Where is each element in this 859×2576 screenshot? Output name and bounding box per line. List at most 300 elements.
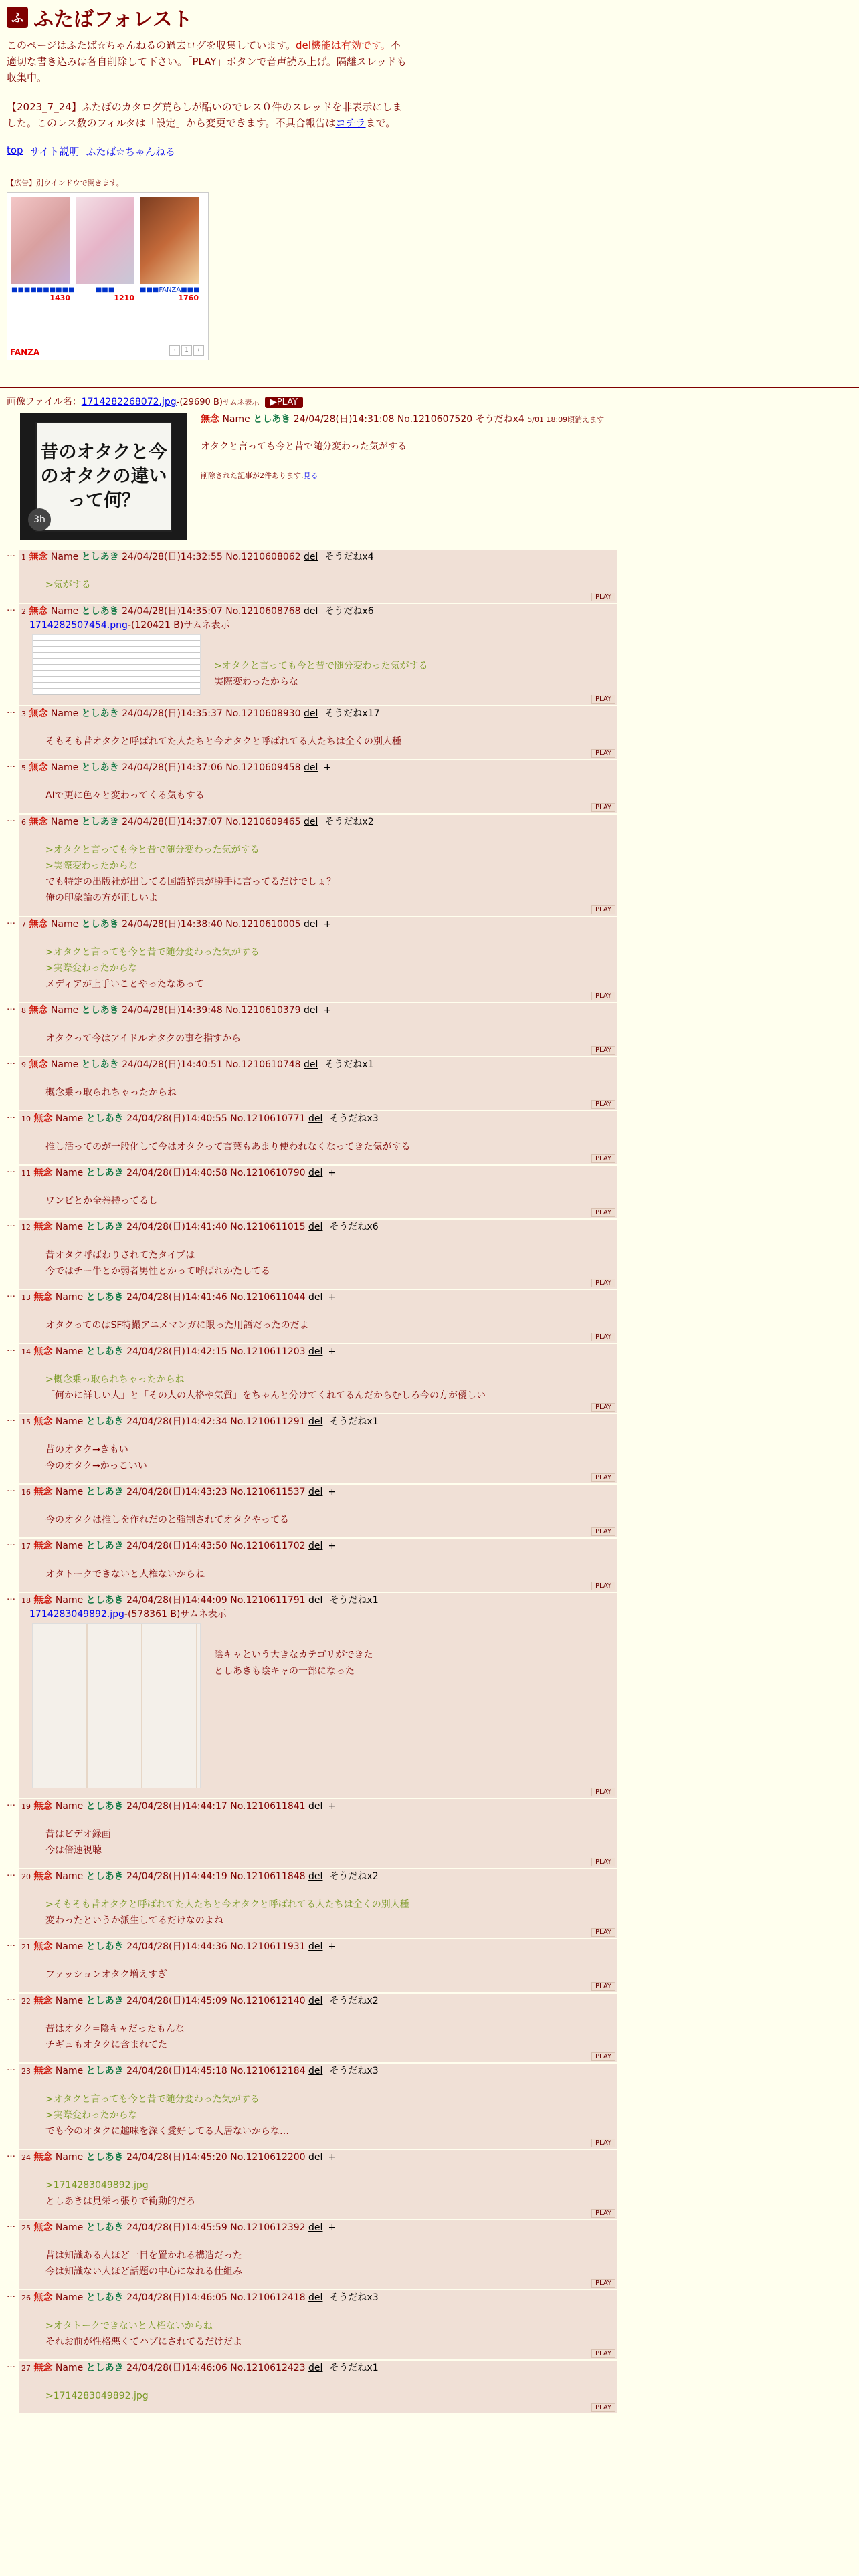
reply-sodane-button[interactable]: + [328,1292,337,1303]
reply-subject: 無念 [33,1346,53,1357]
reply-header [21,1221,614,1234]
reply-subject: 無念 [33,1941,53,1952]
reply-del-link[interactable]: del [308,1292,323,1303]
reply-index: 3 [21,710,26,718]
reply-header [21,1486,614,1499]
reply-sodane-button[interactable]: そうだねx3 [329,2066,379,2076]
reply-sodane-button[interactable]: + [328,1346,337,1357]
reply-thumbnail[interactable] [32,634,201,695]
reply-name-label: Name [55,1801,84,1812]
reply-post [7,1539,859,1592]
reply-name: としあき [81,552,119,562]
reply-date: 24/04/28(日)14:40:51 [122,1059,223,1070]
reply-header [21,816,614,829]
reply-number: No.1210609458 [225,762,301,773]
reply-del-link[interactable]: del [308,1801,323,1812]
reply-date: 24/04/28(日)14:44:19 [126,1871,227,1882]
reply-post [7,1414,859,1483]
reply-body [19,1220,617,1289]
reply-play-button[interactable]: PLAY [591,1788,615,1796]
message-line: チギュもオタクに含まれてた [45,2040,167,2050]
reply-play-button[interactable]: PLAY [591,1527,615,1536]
reply-name: としあき [81,919,119,930]
reply-sodane-button[interactable]: + [328,1168,337,1178]
nav-top-link[interactable]: top [7,144,23,156]
deleted-show-link[interactable]: 見る [303,471,318,480]
reply-subject: 無念 [29,762,48,773]
reply-message [45,1247,614,1279]
reply-body [19,2064,617,2149]
reply-message [45,1139,614,1155]
reply-name: としあき [81,708,119,719]
reply-name-label: Name [55,1996,84,2006]
ad-items [7,193,208,306]
message-line: 陰キャという大きなカテゴリができた [214,1650,373,1660]
reply-post [7,1003,859,1056]
reply-message [45,2248,614,2280]
reply-post [7,1220,859,1289]
reply-number: No.1210608930 [225,708,301,719]
reply-del-link[interactable]: del [308,2292,323,2303]
op-file-link[interactable]: 1714282268072.jpg [81,397,177,407]
nav-links [7,144,852,158]
reply-del-link[interactable]: del [308,2222,323,2233]
reply-play-button[interactable]: PLAY [591,1928,615,1937]
reply-del-link[interactable]: del [308,2152,323,2163]
reply-post [7,2150,859,2219]
reply-play-button[interactable]: PLAY [591,749,615,758]
reply-body [19,1057,617,1110]
op-file-line [7,395,852,408]
reply-number: No.1210608062 [225,552,301,562]
reply-dots: … [7,1798,15,1808]
reply-play-button[interactable]: PLAY [591,1473,615,1482]
message-line: としあきも陰キャの一部になった [214,1666,355,1677]
reply-dots: … [7,2360,15,2370]
reply-body [19,1414,617,1483]
reply-name-label: Name [55,1541,84,1551]
reply-name: としあき [86,1346,124,1357]
bug-report-link[interactable]: コチラ [335,117,366,129]
ad-item[interactable] [140,197,199,302]
reply-message [45,1031,614,1047]
message-line: オタトークできないと人権ないからね [45,1569,205,1580]
reply-dots: … [7,2149,15,2159]
reply-thumb-toggle[interactable]: サムネ表示 [180,1609,227,1620]
reply-message [45,577,614,593]
reply-play-button[interactable]: PLAY [591,992,615,1000]
reply-play-button[interactable]: PLAY [591,593,615,601]
reply-message [45,1372,614,1404]
reply-date: 24/04/28(日)14:44:36 [126,1941,227,1952]
file-label: 画像ファイル名： [7,397,82,407]
reply-dots: … [7,1993,15,2003]
reply-message [45,2318,614,2350]
ad-next-button[interactable]: › [193,345,204,356]
reply-name: としあき [86,1292,124,1303]
reply-play-button[interactable]: PLAY [591,1582,615,1590]
reply-header [21,2222,614,2234]
reply-sodane-button[interactable]: そうだねx1 [324,1059,374,1070]
reply-sodane-button[interactable]: + [323,1005,332,1016]
reply-sodane-button[interactable]: そうだねx17 [324,708,380,719]
reply-index: 14 [21,1348,31,1356]
reply-file-link[interactable]: 1714283049892.jpg [29,1609,124,1620]
reply-post [7,1485,859,1537]
reply-date: 24/04/28(日)14:44:17 [126,1801,227,1812]
message-line: 今は知識ない人ほど話題の中心になれる仕組み [45,2266,242,2277]
reply-sodane-button[interactable]: + [328,1487,337,1497]
quote-line: >そもそも昔オタクと呼ばれてた人たちと今オタクと呼ばれてる人たちは全くの別人種 [45,1899,409,1910]
reply-thumbnail[interactable] [32,1623,201,1788]
ad-thumbnail[interactable] [11,197,70,284]
reply-subject: 無念 [29,552,48,562]
message-line: としあきは見栄っ張りで衝動的だろ [45,2196,195,2207]
reply-sodane-button[interactable]: そうだねx3 [329,1113,379,1124]
reply-play-button[interactable]: PLAY [591,1154,615,1163]
reply-number: No.1210611931 [230,1941,306,1952]
reply-sodane-button[interactable]: + [328,2152,337,2163]
reply-name-label: Name [55,1168,84,1178]
reply-dots: … [7,1111,15,1121]
reply-list [0,540,859,2413]
reply-index: 9 [21,1061,26,1069]
reply-file-size: -(120421 B) [127,620,184,631]
ad-banner[interactable] [7,192,209,360]
reply-index: 21 [21,1943,31,1951]
ad-item[interactable] [76,197,134,302]
reply-del-link[interactable]: del [304,919,318,930]
op-expire: 5/01 18:09頃消えます [527,415,605,424]
reply-del-link[interactable]: del [308,1996,323,2006]
reply-del-link[interactable]: del [308,1871,323,1882]
reply-number: No.1210609465 [225,817,301,827]
message-line: 昔はビデオ録画 [45,1829,111,1840]
reply-del-link[interactable]: del [308,1487,323,1497]
reply-del-link[interactable]: del [304,1059,318,1070]
reply-sodane-button[interactable]: + [323,919,332,930]
reply-header [21,1540,614,1553]
reply-play-button[interactable]: PLAY [591,1858,615,1866]
reply-body [19,1994,617,2062]
reply-date: 24/04/28(日)14:37:07 [122,817,223,827]
reply-date: 24/04/28(日)14:38:40 [122,919,223,930]
message-line: オタクってのはSF特撮アニメマンガに限った用語だったのだよ [45,1320,309,1331]
reply-subject: 無念 [33,2066,53,2076]
reply-body [19,760,617,813]
reply-body [19,1003,617,1056]
reply-sodane-button[interactable]: そうだねx2 [329,1871,379,1882]
reply-subject: 無念 [33,1292,53,1303]
reply-post [7,815,859,916]
logo-icon[interactable]: ふ [7,7,28,28]
reply-subject: 無念 [33,2363,53,2373]
nav-futaba-link[interactable]: ふたば☆ちゃんねる [86,146,175,158]
ad-prev-button[interactable]: ‹ [169,345,180,356]
reply-play-button[interactable]: PLAY [591,1403,615,1412]
reply-name-label: Name [55,1292,84,1303]
quote-line: >1714283049892.jpg [45,2391,149,2401]
reply-body [19,2361,617,2413]
reply-number: No.1210610771 [230,1113,306,1124]
reply-del-link[interactable]: del [308,1416,323,1427]
quote-line: >概念乗っ取られちゃったからね [45,1374,185,1385]
reply-sodane-button[interactable]: + [328,1541,337,1551]
reply-del-link[interactable]: del [304,817,318,827]
reply-number: No.1210612392 [230,2222,306,2233]
reply-play-button[interactable]: PLAY [591,1046,615,1055]
reply-dots: … [7,1414,15,1424]
ad-thumbnail[interactable] [140,197,199,284]
reply-del-link[interactable]: del [304,708,318,719]
reply-play-button[interactable]: PLAY [591,2403,615,2412]
reply-play-button[interactable]: PLAY [591,803,615,812]
reply-dots: … [7,1538,15,1548]
reply-message [45,1317,614,1333]
ad-caption[interactable]: ■■■■■■■■■■ [11,286,75,294]
reply-play-button[interactable]: PLAY [591,695,615,704]
reply-sodane-button[interactable]: そうだねx2 [329,1996,379,2006]
reply-subject: 無念 [29,817,48,827]
reply-subject: 無念 [33,1801,53,1812]
reply-name-label: Name [55,1871,84,1882]
reply-del-link[interactable]: del [308,2066,323,2076]
reply-number: No.1210610379 [225,1005,301,1016]
reply-sodane-button[interactable]: + [328,1941,337,1952]
message-line: 昔オタク呼ばわりされてたタイプは [45,1250,195,1261]
reply-subject: 無念 [29,919,48,930]
reply-name-label: Name [55,1222,84,1232]
reply-post [7,706,859,759]
reply-header [21,762,614,774]
reply-subject: 無念 [33,1595,53,1606]
message-line: 昔のオタク→きもい [45,1444,128,1455]
reply-message [45,2177,614,2210]
reply-message [45,1512,614,1528]
intro-notice: 【2023_7_24】ふたばのカタログ荒らしが酷いのでレス０件のスレッドを非表示にしました。このレス数のフィルタは「設定」から変更できます。不具合報告は [7,101,403,129]
reply-body [19,1111,617,1164]
reply-body [19,2150,617,2219]
reply-subject: 無念 [29,606,48,617]
reply-date: 24/04/28(日)14:42:15 [126,1346,227,1357]
reply-name: としあき [86,2222,124,2233]
reply-index: 5 [21,764,26,772]
reply-header [21,2292,614,2304]
intro-del-notice: del機能は有効です。 [295,39,391,51]
reply-date: 24/04/28(日)14:35:37 [122,708,223,719]
reply-play-button[interactable]: PLAY [591,905,615,914]
message-line: 今のオタク→かっこいい [45,1461,147,1471]
reply-dots: … [7,549,15,559]
reply-dots: … [7,1002,15,1012]
quote-line: >実際変わったからな [45,963,138,974]
reply-body [19,1593,617,1798]
reply-thumb-toggle[interactable]: サムネ表示 [183,620,230,631]
reply-dots: … [7,1344,15,1354]
reply-index: 10 [21,1115,31,1123]
reply-index: 22 [21,1997,31,2006]
reply-body [19,815,617,916]
ad-brand-logo[interactable]: FANZA [10,348,40,357]
message-line: 変わったというか派生してるだけなのよね [45,1915,223,1926]
message-line: そもそも昔オタクと呼ばれてた人たちと今オタクと呼ばれてる人たちは全くの別人種 [45,736,401,747]
reply-name: としあき [86,1541,124,1551]
reply-play-button[interactable]: PLAY [591,1208,615,1217]
reply-play-button[interactable]: PLAY [591,2279,615,2288]
reply-name: としあき [81,817,119,827]
ad-thumbnail[interactable] [76,197,134,284]
message-line: 今は倍速視聴 [45,1845,102,1856]
reply-dots: … [7,1484,15,1494]
reply-dots: … [7,2220,15,2230]
reply-date: 24/04/28(日)14:43:23 [126,1487,227,1497]
reply-del-link[interactable]: del [308,1595,323,1606]
reply-play-button[interactable]: PLAY [591,1982,615,1991]
op-sodane[interactable]: そうだねx4 [475,414,524,425]
reply-play-button[interactable]: PLAY [591,1333,615,1341]
op-name-label: Name [222,414,250,425]
message-line: メディアが上手いことやったなあって [45,979,204,990]
op-play-button[interactable]: ▶PLAY [265,397,303,408]
reply-header [21,1004,614,1017]
reply-subject: 無念 [33,2222,53,2233]
op-name: としあき [253,414,291,425]
reply-play-button[interactable]: PLAY [591,1279,615,1287]
reply-play-button[interactable]: PLAY [591,2209,615,2218]
reply-name: としあき [86,1113,124,1124]
quote-line: >実際変わったからな [45,2110,138,2121]
reply-sodane-button[interactable]: そうだねx1 [329,1595,379,1606]
reply-play-button[interactable]: PLAY [591,1100,615,1109]
reply-subject: 無念 [33,1113,53,1124]
op-thumbnail[interactable] [20,413,187,540]
reply-number: No.1210611702 [230,1541,306,1551]
reply-body [19,1290,617,1343]
reply-del-link[interactable]: del [308,1541,323,1551]
reply-name-label: Name [55,1595,84,1606]
op-thumbnail-text: 昔のオタクと今のオタクの違いって何？ [40,442,167,511]
ad-item[interactable] [11,197,75,302]
reply-dots: … [7,1939,15,1949]
reply-sodane-button[interactable]: そうだねx1 [329,1416,379,1427]
reply-sodane-button[interactable]: そうだねx3 [329,2292,379,2303]
reply-date: 24/04/28(日)14:39:48 [122,1005,223,1016]
message-line: オタクって今はアイドルオタクの事を指すから [45,1033,242,1044]
reply-sodane-button[interactable]: そうだねx6 [324,606,374,617]
reply-name: としあき [86,1871,124,1882]
quote-line: >オタクと言っても今と昔で随分変わった気がする [214,661,428,671]
reply-del-link[interactable]: del [304,1005,318,1016]
reply-number: No.1210611015 [230,1222,306,1232]
reply-message [214,1647,373,1788]
reply-sodane-button[interactable]: + [323,762,332,773]
quote-line: >オタクと言っても今と昔で随分変わった気がする [45,845,260,855]
reply-date: 24/04/28(日)14:46:06 [126,2363,227,2373]
reply-play-button[interactable]: PLAY [591,2139,615,2147]
reply-del-link[interactable]: del [308,1222,323,1232]
reply-sodane-button[interactable]: + [328,2222,337,2233]
reply-number: No.1210608768 [225,606,301,617]
reply-sodane-button[interactable]: そうだねx6 [329,1222,379,1232]
reply-post [7,1057,859,1110]
reply-date: 24/04/28(日)14:41:40 [126,1222,227,1232]
reply-message [45,2021,614,2053]
reply-dots: … [7,1868,15,1879]
reply-post [7,550,859,603]
ad-caption[interactable]: ■■■ [95,286,115,294]
reply-number: No.1210612200 [230,2152,306,2163]
reply-sodane-button[interactable]: + [328,1801,337,1812]
reply-del-link[interactable]: del [308,1113,323,1124]
ad-caption[interactable]: ■■■FANZA■■■ [140,286,200,294]
reply-index: 7 [21,920,26,929]
reply-post [7,760,859,813]
reply-subject: 無念 [33,1416,53,1427]
reply-subject: 無念 [33,1168,53,1178]
reply-del-link[interactable]: del [308,1168,323,1178]
reply-name: としあき [86,1941,124,1952]
message-line: 概念乗っ取られちゃったからね [45,1087,177,1098]
reply-body [19,1799,617,1868]
op-number: No.1210607520 [397,414,473,425]
reply-header [21,1113,614,1125]
reply-body [19,2290,617,2359]
reply-subject: 無念 [33,1487,53,1497]
reply-play-button[interactable]: PLAY [591,2349,615,2358]
reply-date: 24/04/28(日)14:35:07 [122,606,223,617]
reply-del-link[interactable]: del [304,606,318,617]
op-thumb-toggle[interactable]: サムネ表示 [222,398,260,407]
reply-date: 24/04/28(日)14:46:05 [126,2292,227,2303]
reply-subject: 無念 [33,1222,53,1232]
reply-del-link[interactable]: del [308,1346,323,1357]
reply-date: 24/04/28(日)14:45:59 [126,2222,227,2233]
reply-header [21,2362,614,2375]
ad-label: 【広告】別ウインドウで開きます。 [7,179,124,187]
reply-name-label: Name [55,1113,84,1124]
reply-del-link[interactable]: del [304,762,318,773]
reply-body [19,604,617,705]
reply-del-link[interactable]: del [308,1941,323,1952]
reply-name: としあき [81,1005,119,1016]
reply-dots: … [7,1057,15,1067]
reply-dots: … [7,760,15,770]
reply-name: としあき [81,1059,119,1070]
reply-sodane-button[interactable]: そうだねx1 [329,2363,379,2373]
reply-file-link[interactable]: 1714282507454.png [29,620,128,631]
reply-image-row [21,631,614,695]
reply-dots: … [7,1165,15,1175]
reply-post [7,2290,859,2359]
reply-del-link[interactable]: del [304,552,318,562]
reply-play-button[interactable]: PLAY [591,2052,615,2061]
reply-body [19,1539,617,1592]
reply-sodane-button[interactable]: そうだねx4 [324,552,374,562]
reply-post [7,1593,859,1798]
reply-del-link[interactable]: del [308,2363,323,2373]
reply-dots: … [7,2290,15,2300]
reply-header [21,1941,614,1953]
reply-index: 26 [21,2294,31,2302]
reply-sodane-button[interactable]: そうだねx2 [324,817,374,827]
reply-index: 17 [21,1542,31,1551]
message-line: 昔は知識ある人ほど一目を置かれる構造だった [45,2250,242,2261]
reply-header [21,605,614,618]
intro-spacer [7,86,408,99]
reply-subject: 無念 [33,1871,53,1882]
nav-about-link[interactable]: サイト説明 [29,146,80,158]
quote-line: >オタトークできないと人権ないからね [45,2321,213,2331]
